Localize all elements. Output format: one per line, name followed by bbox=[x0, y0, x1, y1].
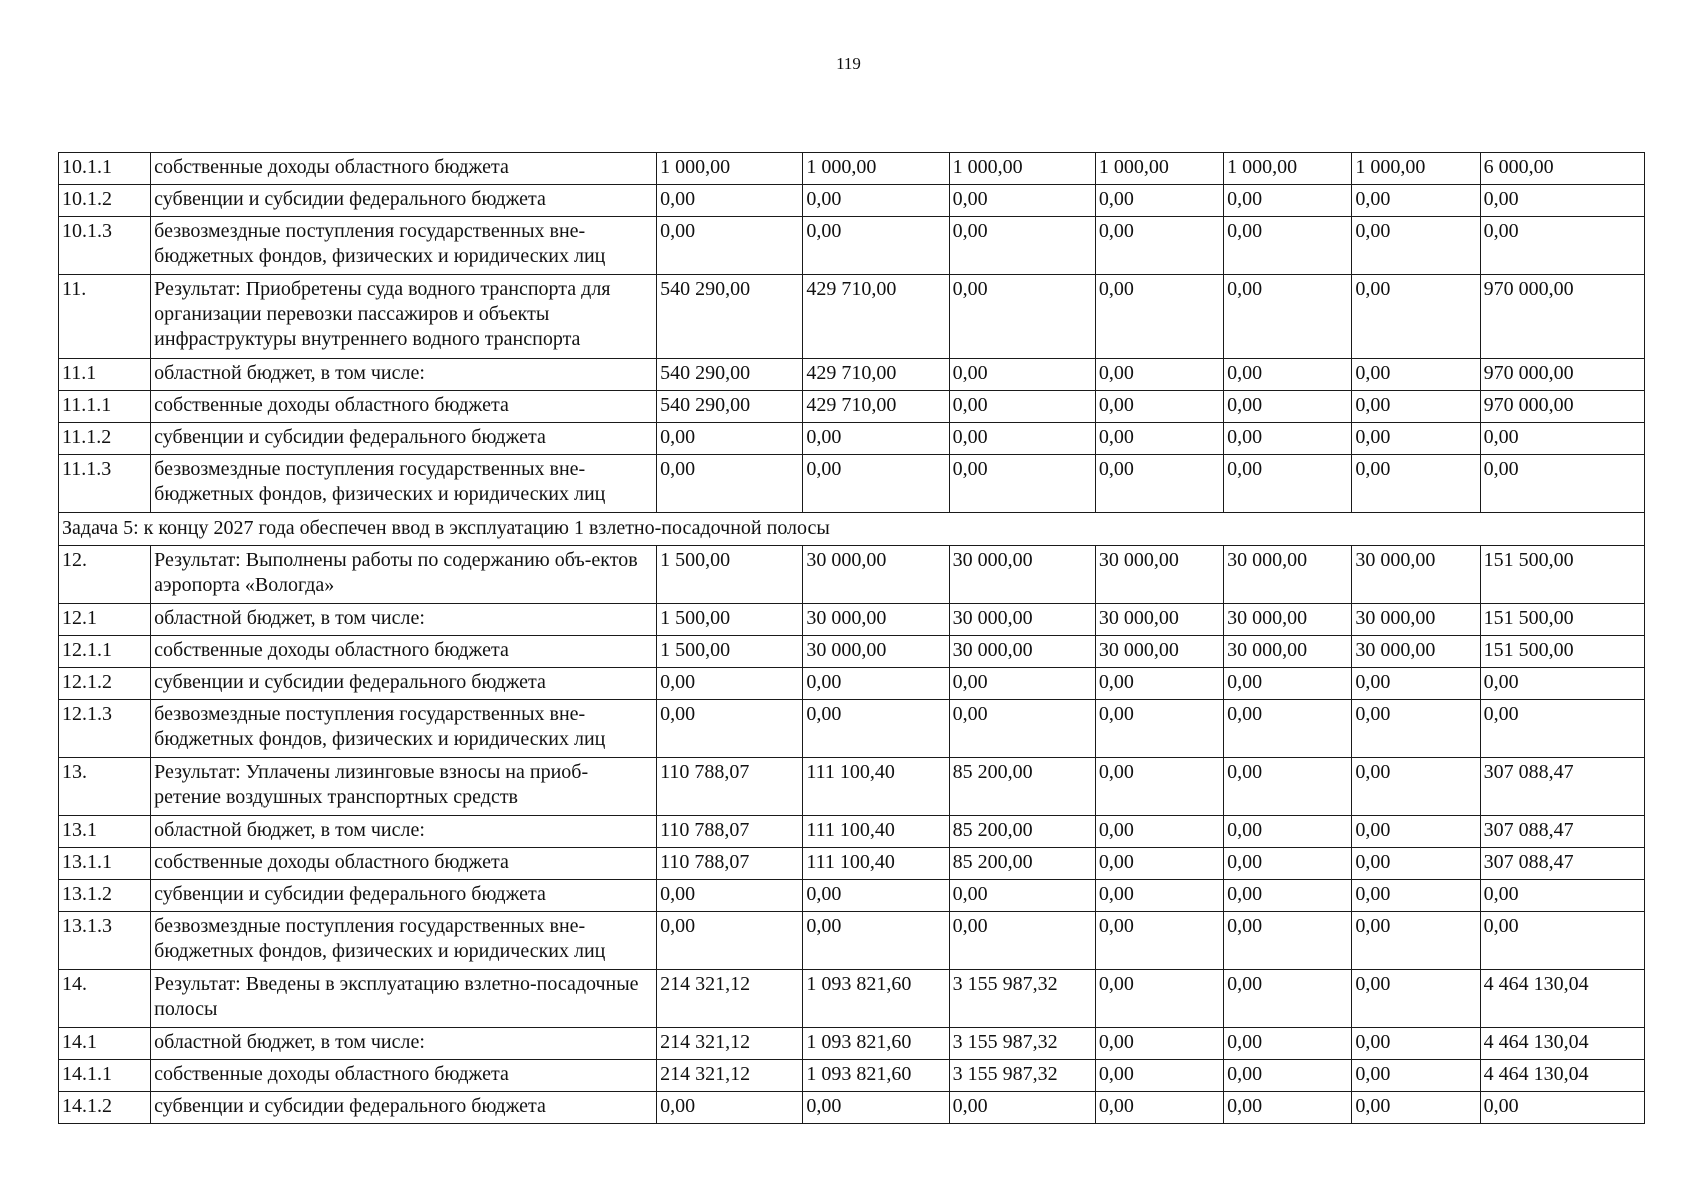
row-number: 13.1 bbox=[59, 816, 151, 848]
row-total-value: 0,00 bbox=[1480, 217, 1644, 275]
row-number: 13.1.2 bbox=[59, 880, 151, 912]
row-year-value: 429 710,00 bbox=[803, 391, 949, 423]
row-description: собственные доходы областного бюджета bbox=[151, 1060, 657, 1092]
row-total-value: 0,00 bbox=[1480, 880, 1644, 912]
row-year-value: 0,00 bbox=[1352, 217, 1480, 275]
row-year-value: 0,00 bbox=[1352, 1060, 1480, 1092]
row-year-value: 0,00 bbox=[1095, 455, 1223, 513]
row-year-value: 0,00 bbox=[803, 668, 949, 700]
row-total-value: 0,00 bbox=[1480, 185, 1644, 217]
row-number: 12.1.1 bbox=[59, 636, 151, 668]
row-year-value: 0,00 bbox=[803, 1092, 949, 1124]
row-number: 13.1.1 bbox=[59, 848, 151, 880]
row-year-value: 0,00 bbox=[1224, 1028, 1352, 1060]
row-year-value: 0,00 bbox=[657, 880, 803, 912]
row-year-value: 30 000,00 bbox=[1352, 604, 1480, 636]
table-row bbox=[59, 391, 1645, 423]
row-year-value: 30 000,00 bbox=[1095, 604, 1223, 636]
row-year-value: 30 000,00 bbox=[1224, 604, 1352, 636]
row-number: 12.1.3 bbox=[59, 700, 151, 758]
row-total-value: 307 088,47 bbox=[1480, 816, 1644, 848]
row-year-value: 0,00 bbox=[803, 185, 949, 217]
row-number: 11.1.1 bbox=[59, 391, 151, 423]
row-description: безвозмездные поступления государственных вне-бюджетных фондов, физических и юридических лиц bbox=[151, 912, 657, 970]
row-description: Результат: Введены в эксплуатацию взлетно-посадочные полосы bbox=[151, 970, 657, 1028]
row-year-value: 0,00 bbox=[949, 880, 1095, 912]
row-total-value: 0,00 bbox=[1480, 455, 1644, 513]
row-description: субвенции и субсидии федерального бюджета bbox=[151, 185, 657, 217]
row-year-value: 0,00 bbox=[1224, 185, 1352, 217]
budget-table-body bbox=[59, 153, 1645, 1124]
row-description: областной бюджет, в том числе: bbox=[151, 816, 657, 848]
row-year-value: 0,00 bbox=[1352, 455, 1480, 513]
row-year-value: 0,00 bbox=[1352, 359, 1480, 391]
row-total-value: 307 088,47 bbox=[1480, 848, 1644, 880]
row-year-value: 85 200,00 bbox=[949, 848, 1095, 880]
row-year-value: 0,00 bbox=[657, 455, 803, 513]
row-description: субвенции и субсидии федерального бюджета bbox=[151, 1092, 657, 1124]
section-row bbox=[59, 513, 1645, 546]
row-year-value: 0,00 bbox=[949, 423, 1095, 455]
row-year-value: 0,00 bbox=[1352, 391, 1480, 423]
row-year-value: 0,00 bbox=[1095, 1092, 1223, 1124]
row-year-value: 0,00 bbox=[1095, 668, 1223, 700]
row-year-value: 0,00 bbox=[1224, 758, 1352, 816]
row-year-value: 0,00 bbox=[1095, 848, 1223, 880]
row-year-value: 0,00 bbox=[1352, 700, 1480, 758]
row-year-value: 30 000,00 bbox=[949, 546, 1095, 604]
row-total-value: 0,00 bbox=[1480, 912, 1644, 970]
row-number: 11.1.3 bbox=[59, 455, 151, 513]
row-year-value: 429 710,00 bbox=[803, 359, 949, 391]
row-year-value: 0,00 bbox=[1095, 359, 1223, 391]
row-year-value: 3 155 987,32 bbox=[949, 1028, 1095, 1060]
row-year-value: 30 000,00 bbox=[1352, 546, 1480, 604]
row-description: субвенции и субсидии федерального бюджета bbox=[151, 668, 657, 700]
row-year-value: 0,00 bbox=[1095, 391, 1223, 423]
row-total-value: 0,00 bbox=[1480, 668, 1644, 700]
row-total-value: 151 500,00 bbox=[1480, 636, 1644, 668]
row-year-value: 0,00 bbox=[657, 217, 803, 275]
row-number: 10.1.2 bbox=[59, 185, 151, 217]
row-year-value: 0,00 bbox=[1095, 1060, 1223, 1092]
row-year-value: 3 155 987,32 bbox=[949, 1060, 1095, 1092]
table-row bbox=[59, 636, 1645, 668]
row-year-value: 30 000,00 bbox=[1095, 636, 1223, 668]
row-year-value: 0,00 bbox=[1224, 970, 1352, 1028]
row-description: областной бюджет, в том числе: bbox=[151, 1028, 657, 1060]
table-row bbox=[59, 1060, 1645, 1092]
table-row bbox=[59, 848, 1645, 880]
row-total-value: 6 000,00 bbox=[1480, 153, 1644, 185]
row-year-value: 0,00 bbox=[949, 1092, 1095, 1124]
row-description: Результат: Выполнены работы по содержанию объ-ектов аэропорта «Вологда» bbox=[151, 546, 657, 604]
row-year-value: 0,00 bbox=[949, 700, 1095, 758]
row-year-value: 0,00 bbox=[1095, 275, 1223, 359]
row-year-value: 429 710,00 bbox=[803, 275, 949, 359]
table-row bbox=[59, 668, 1645, 700]
row-year-value: 111 100,40 bbox=[803, 848, 949, 880]
row-year-value: 0,00 bbox=[1352, 185, 1480, 217]
row-year-value: 0,00 bbox=[1224, 359, 1352, 391]
row-description: безвозмездные поступления государственных вне-бюджетных фондов, физических и юридических лиц bbox=[151, 455, 657, 513]
row-year-value: 0,00 bbox=[949, 359, 1095, 391]
row-total-value: 307 088,47 bbox=[1480, 758, 1644, 816]
row-year-value: 111 100,40 bbox=[803, 758, 949, 816]
row-year-value: 0,00 bbox=[949, 185, 1095, 217]
row-year-value: 0,00 bbox=[1095, 185, 1223, 217]
row-year-value: 0,00 bbox=[1224, 880, 1352, 912]
row-total-value: 151 500,00 bbox=[1480, 604, 1644, 636]
row-year-value: 0,00 bbox=[803, 455, 949, 513]
row-year-value: 0,00 bbox=[949, 912, 1095, 970]
row-year-value: 0,00 bbox=[1352, 758, 1480, 816]
row-year-value: 30 000,00 bbox=[1095, 546, 1223, 604]
table-row bbox=[59, 546, 1645, 604]
row-year-value: 0,00 bbox=[803, 423, 949, 455]
row-year-value: 3 155 987,32 bbox=[949, 970, 1095, 1028]
row-year-value: 0,00 bbox=[1352, 970, 1480, 1028]
row-year-value: 30 000,00 bbox=[803, 546, 949, 604]
row-total-value: 970 000,00 bbox=[1480, 359, 1644, 391]
table-row bbox=[59, 217, 1645, 275]
row-year-value: 0,00 bbox=[1095, 758, 1223, 816]
row-year-value: 0,00 bbox=[1224, 455, 1352, 513]
row-year-value: 0,00 bbox=[657, 423, 803, 455]
row-description: Результат: Приобретены суда водного транспорта для организации перевозки пассажиров и объекты инфраструктуры внутреннего водного транспорта bbox=[151, 275, 657, 359]
table-row bbox=[59, 816, 1645, 848]
row-year-value: 214 321,12 bbox=[657, 970, 803, 1028]
row-year-value: 0,00 bbox=[949, 391, 1095, 423]
table-row bbox=[59, 153, 1645, 185]
row-number: 11.1.2 bbox=[59, 423, 151, 455]
table-row bbox=[59, 700, 1645, 758]
row-total-value: 970 000,00 bbox=[1480, 391, 1644, 423]
row-year-value: 540 290,00 bbox=[657, 359, 803, 391]
row-year-value: 0,00 bbox=[1224, 1092, 1352, 1124]
row-year-value: 1 000,00 bbox=[1224, 153, 1352, 185]
row-year-value: 0,00 bbox=[1224, 391, 1352, 423]
row-year-value: 1 500,00 bbox=[657, 636, 803, 668]
row-year-value: 30 000,00 bbox=[949, 604, 1095, 636]
row-year-value: 0,00 bbox=[1224, 816, 1352, 848]
row-description: Результат: Уплачены лизинговые взносы на приоб-ретение воздушных транспортных средств bbox=[151, 758, 657, 816]
row-description: безвозмездные поступления государственных вне-бюджетных фондов, физических и юридических лиц bbox=[151, 700, 657, 758]
row-year-value: 0,00 bbox=[1352, 1092, 1480, 1124]
table-row bbox=[59, 455, 1645, 513]
section-title: Задача 5: к концу 2027 года обеспечен ввод в эксплуатацию 1 взлетно-посадочной полосы bbox=[59, 513, 1645, 546]
row-total-value: 4 464 130,04 bbox=[1480, 1028, 1644, 1060]
row-year-value: 110 788,07 bbox=[657, 816, 803, 848]
table-row bbox=[59, 880, 1645, 912]
table-row bbox=[59, 359, 1645, 391]
row-year-value: 214 321,12 bbox=[657, 1060, 803, 1092]
row-year-value: 0,00 bbox=[1095, 816, 1223, 848]
row-number: 14. bbox=[59, 970, 151, 1028]
table-row bbox=[59, 1028, 1645, 1060]
row-year-value: 85 200,00 bbox=[949, 816, 1095, 848]
row-number: 13.1.3 bbox=[59, 912, 151, 970]
row-year-value: 30 000,00 bbox=[803, 604, 949, 636]
row-year-value: 0,00 bbox=[657, 668, 803, 700]
row-description: собственные доходы областного бюджета bbox=[151, 153, 657, 185]
row-total-value: 151 500,00 bbox=[1480, 546, 1644, 604]
row-number: 11.1 bbox=[59, 359, 151, 391]
row-description: субвенции и субсидии федерального бюджета bbox=[151, 880, 657, 912]
row-description: субвенции и субсидии федерального бюджета bbox=[151, 423, 657, 455]
row-number: 11. bbox=[59, 275, 151, 359]
row-number: 14.1.1 bbox=[59, 1060, 151, 1092]
row-number: 14.1.2 bbox=[59, 1092, 151, 1124]
row-year-value: 0,00 bbox=[1095, 912, 1223, 970]
row-year-value: 0,00 bbox=[1224, 1060, 1352, 1092]
table-row bbox=[59, 1092, 1645, 1124]
row-year-value: 214 321,12 bbox=[657, 1028, 803, 1060]
row-year-value: 0,00 bbox=[1095, 1028, 1223, 1060]
row-total-value: 4 464 130,04 bbox=[1480, 1060, 1644, 1092]
row-year-value: 0,00 bbox=[657, 912, 803, 970]
row-year-value: 0,00 bbox=[803, 700, 949, 758]
row-number: 12.1.2 bbox=[59, 668, 151, 700]
table-row bbox=[59, 604, 1645, 636]
row-year-value: 0,00 bbox=[1352, 848, 1480, 880]
row-description: собственные доходы областного бюджета bbox=[151, 636, 657, 668]
row-year-value: 85 200,00 bbox=[949, 758, 1095, 816]
row-year-value: 0,00 bbox=[1095, 880, 1223, 912]
row-year-value: 0,00 bbox=[1352, 275, 1480, 359]
row-year-value: 0,00 bbox=[803, 217, 949, 275]
row-year-value: 30 000,00 bbox=[949, 636, 1095, 668]
row-year-value: 110 788,07 bbox=[657, 848, 803, 880]
row-year-value: 1 000,00 bbox=[1095, 153, 1223, 185]
row-total-value: 4 464 130,04 bbox=[1480, 970, 1644, 1028]
row-year-value: 0,00 bbox=[1224, 275, 1352, 359]
row-year-value: 0,00 bbox=[1224, 668, 1352, 700]
page-number: 119 bbox=[836, 54, 861, 73]
row-description: собственные доходы областного бюджета bbox=[151, 848, 657, 880]
row-year-value: 0,00 bbox=[949, 455, 1095, 513]
row-year-value: 0,00 bbox=[1224, 423, 1352, 455]
row-year-value: 1 000,00 bbox=[803, 153, 949, 185]
budget-table bbox=[58, 152, 1645, 1124]
row-year-value: 0,00 bbox=[657, 700, 803, 758]
row-year-value: 0,00 bbox=[1224, 848, 1352, 880]
row-year-value: 0,00 bbox=[657, 185, 803, 217]
row-total-value: 0,00 bbox=[1480, 423, 1644, 455]
row-year-value: 1 000,00 bbox=[949, 153, 1095, 185]
row-year-value: 0,00 bbox=[1352, 1028, 1480, 1060]
row-year-value: 0,00 bbox=[1095, 423, 1223, 455]
row-year-value: 0,00 bbox=[1352, 816, 1480, 848]
row-description: собственные доходы областного бюджета bbox=[151, 391, 657, 423]
row-description: областной бюджет, в том числе: bbox=[151, 359, 657, 391]
row-year-value: 1 500,00 bbox=[657, 546, 803, 604]
row-year-value: 0,00 bbox=[1352, 423, 1480, 455]
row-year-value: 540 290,00 bbox=[657, 391, 803, 423]
row-year-value: 110 788,07 bbox=[657, 758, 803, 816]
row-number: 12. bbox=[59, 546, 151, 604]
row-year-value: 0,00 bbox=[1352, 668, 1480, 700]
row-year-value: 1 500,00 bbox=[657, 604, 803, 636]
row-total-value: 0,00 bbox=[1480, 1092, 1644, 1124]
table-row bbox=[59, 185, 1645, 217]
row-year-value: 0,00 bbox=[1224, 700, 1352, 758]
row-number: 10.1.3 bbox=[59, 217, 151, 275]
table-row bbox=[59, 275, 1645, 359]
row-year-value: 30 000,00 bbox=[1224, 636, 1352, 668]
row-year-value: 30 000,00 bbox=[803, 636, 949, 668]
row-year-value: 1 000,00 bbox=[1352, 153, 1480, 185]
table-row bbox=[59, 912, 1645, 970]
table-row bbox=[59, 758, 1645, 816]
row-number: 10.1.1 bbox=[59, 153, 151, 185]
row-year-value: 0,00 bbox=[1095, 700, 1223, 758]
row-year-value: 1 093 821,60 bbox=[803, 1060, 949, 1092]
row-year-value: 1 000,00 bbox=[657, 153, 803, 185]
row-description: областной бюджет, в том числе: bbox=[151, 604, 657, 636]
row-total-value: 0,00 bbox=[1480, 700, 1644, 758]
row-year-value: 0,00 bbox=[949, 668, 1095, 700]
row-year-value: 1 093 821,60 bbox=[803, 1028, 949, 1060]
row-year-value: 0,00 bbox=[1352, 912, 1480, 970]
row-year-value: 0,00 bbox=[1352, 880, 1480, 912]
row-year-value: 0,00 bbox=[1224, 217, 1352, 275]
row-year-value: 540 290,00 bbox=[657, 275, 803, 359]
row-year-value: 111 100,40 bbox=[803, 816, 949, 848]
row-year-value: 0,00 bbox=[803, 880, 949, 912]
row-year-value: 0,00 bbox=[803, 912, 949, 970]
row-year-value: 0,00 bbox=[949, 217, 1095, 275]
row-year-value: 0,00 bbox=[1095, 217, 1223, 275]
row-number: 14.1 bbox=[59, 1028, 151, 1060]
row-year-value: 0,00 bbox=[1224, 912, 1352, 970]
table-row bbox=[59, 970, 1645, 1028]
row-description: безвозмездные поступления государственных вне-бюджетных фондов, физических и юридических лиц bbox=[151, 217, 657, 275]
row-year-value: 0,00 bbox=[657, 1092, 803, 1124]
row-total-value: 970 000,00 bbox=[1480, 275, 1644, 359]
row-year-value: 1 093 821,60 bbox=[803, 970, 949, 1028]
row-year-value: 0,00 bbox=[1095, 970, 1223, 1028]
table-row bbox=[59, 423, 1645, 455]
row-number: 13. bbox=[59, 758, 151, 816]
row-number: 12.1 bbox=[59, 604, 151, 636]
row-year-value: 30 000,00 bbox=[1352, 636, 1480, 668]
row-year-value: 30 000,00 bbox=[1224, 546, 1352, 604]
row-year-value: 0,00 bbox=[949, 275, 1095, 359]
